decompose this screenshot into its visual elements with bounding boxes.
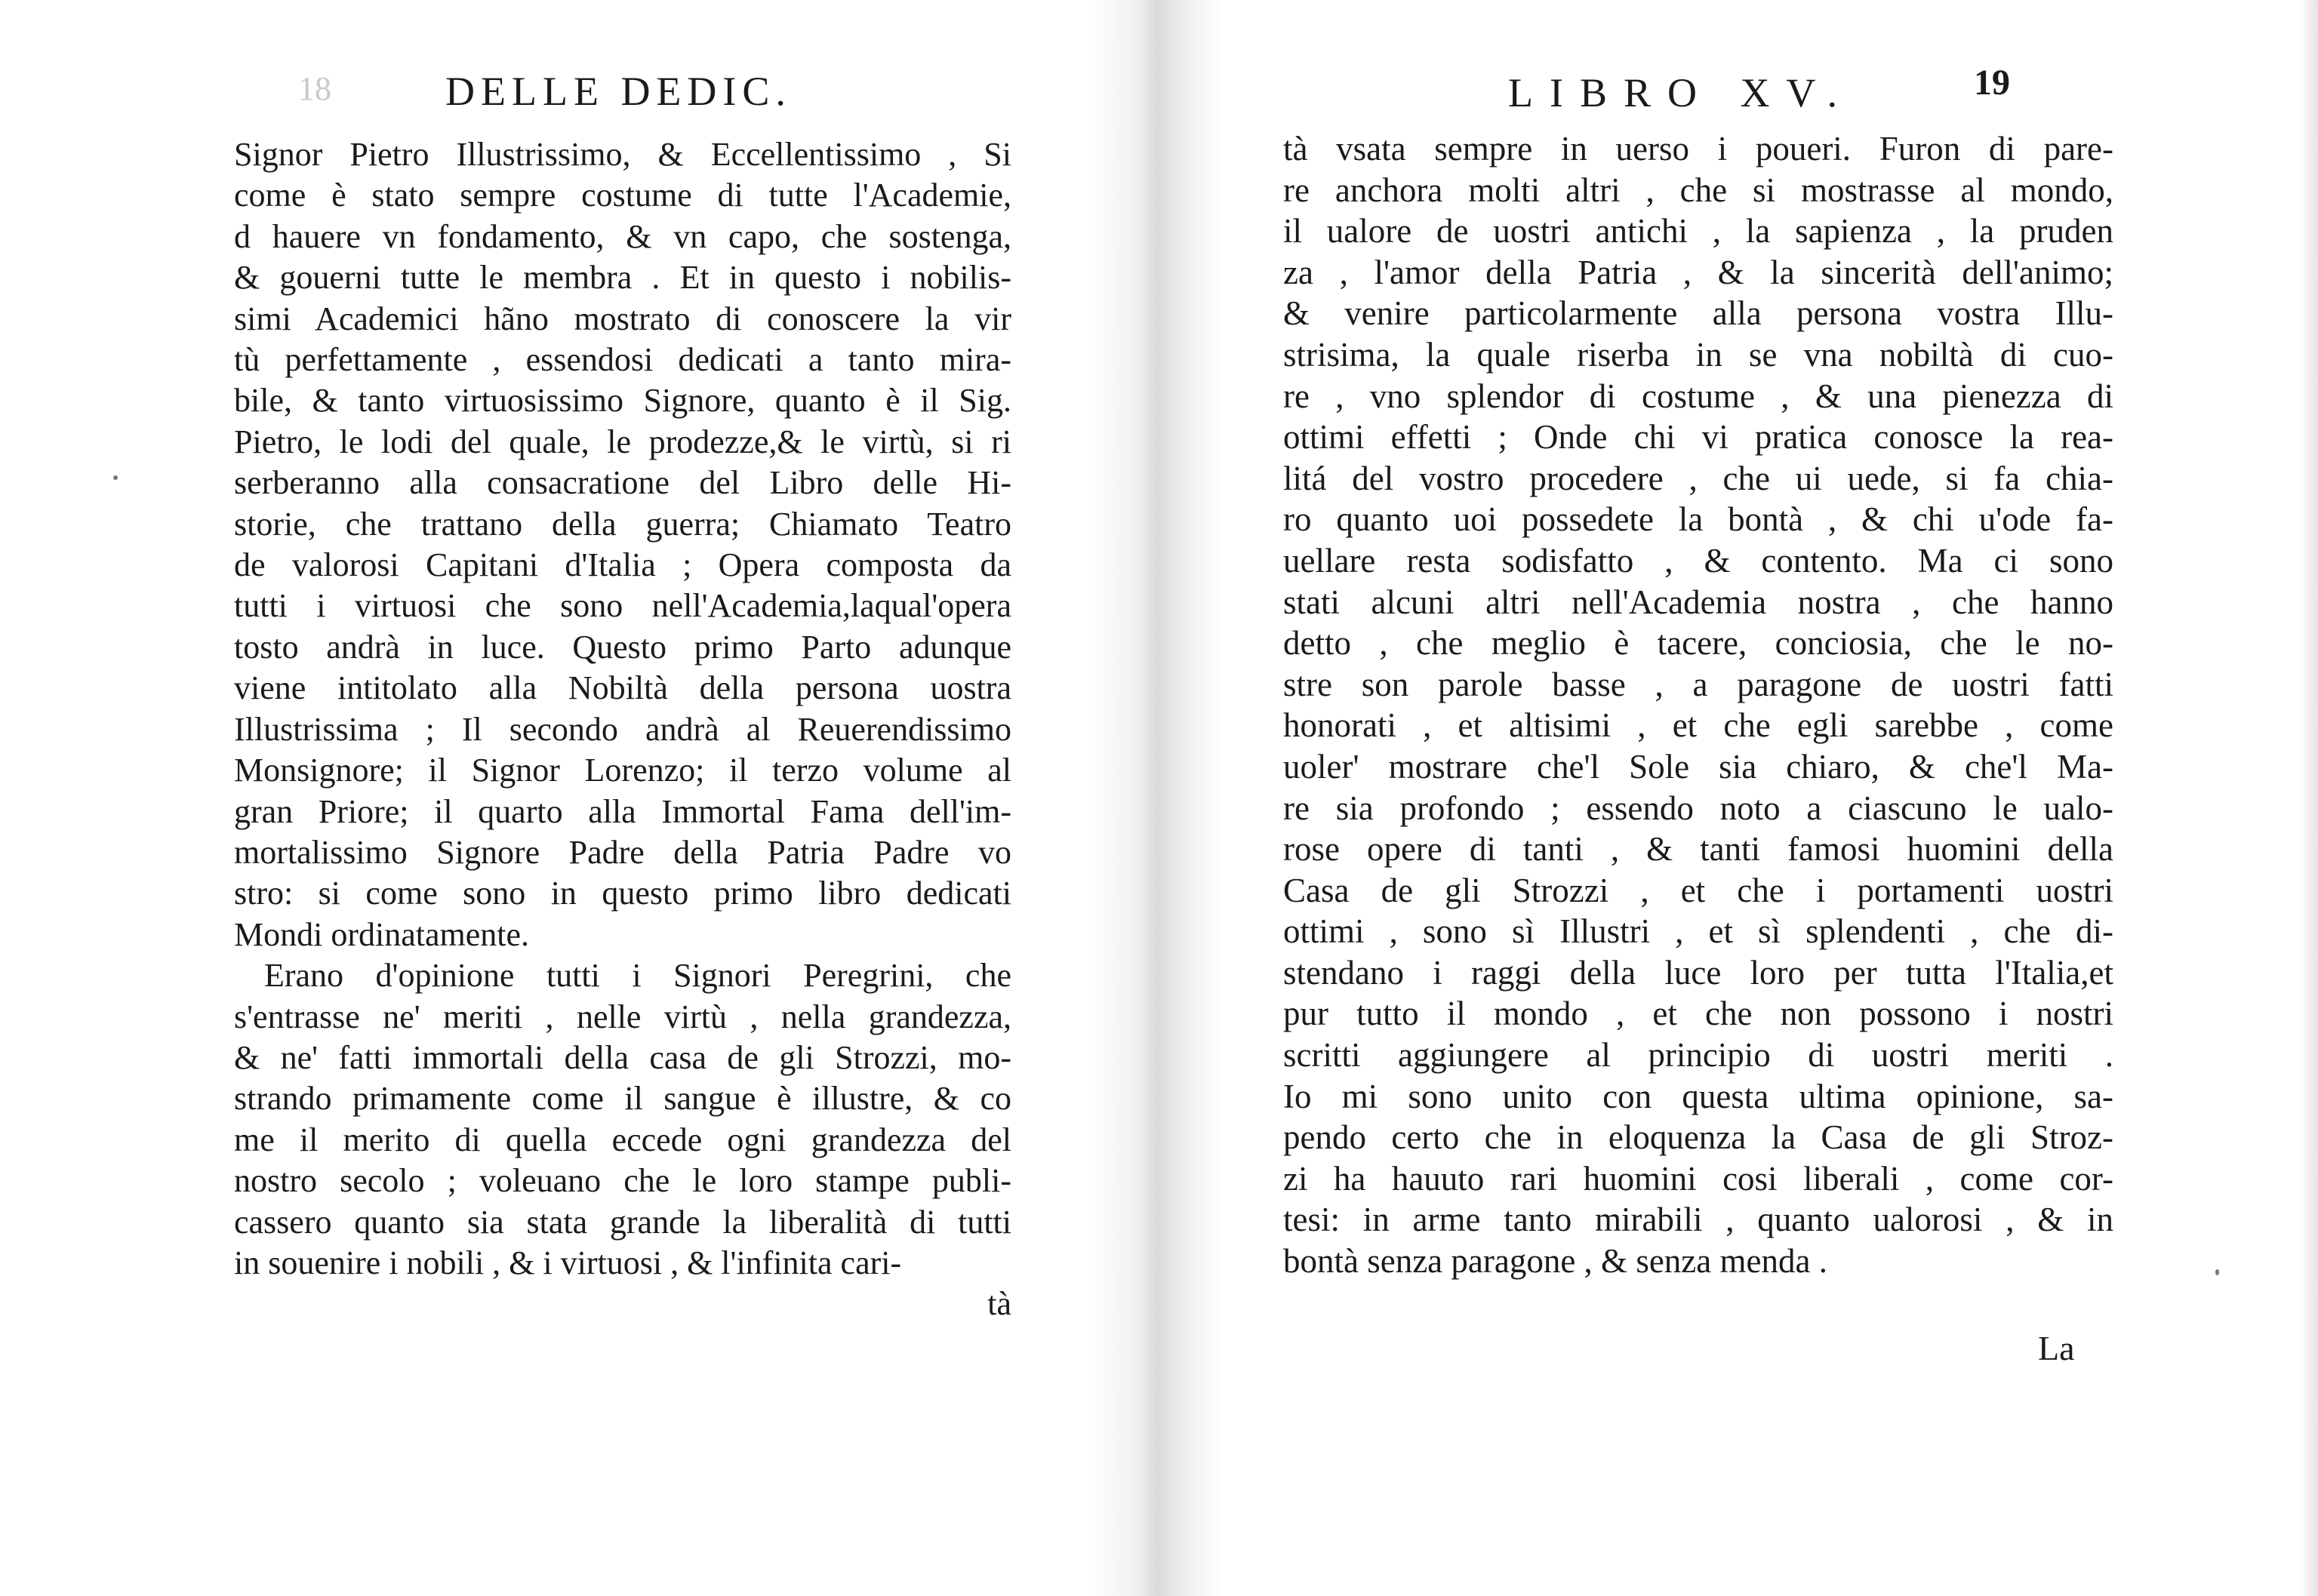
text-line: re , vno splendor di costume , & una pienezza di <box>1283 377 2113 415</box>
text-line: strisima, la quale riserba in se vna nobiltà di cuo- <box>1283 335 2113 374</box>
text-line: pur tutto il mondo , et che non possono i nostri <box>1283 995 2113 1033</box>
right-text-block <box>1283 128 2113 1282</box>
left-folio: 18 <box>298 70 331 107</box>
text-line: re sia profondo ; essendo noto a ciascuno le ualo- <box>1283 789 2113 827</box>
text-line: viene intitolato alla Nobiltà della persona uostra <box>234 669 1011 707</box>
text-line: pendo certo che in eloquenza la Casa de gli Stroz- <box>1283 1118 2113 1157</box>
right-catchword: La <box>2038 1329 2075 1367</box>
text-line: tù perfettamente , essendosi dedicati a tanto mira- <box>234 341 1011 379</box>
text-line: ottimi , sono sì Illustri , et sì splendenti , che di- <box>1283 912 2113 951</box>
text-line: de valorosi Capitani d'Italia ; Opera composta da <box>234 546 1011 584</box>
right-running-title: LIBRO XV. <box>1508 70 1855 115</box>
page-edge <box>2298 0 2318 1596</box>
text-line: detto , che meglio è tacere, conciosia, che le no- <box>1283 624 2113 663</box>
text-line: Illustrissima ; Il secondo andrà al Reuerendissimo <box>234 710 1011 748</box>
text-line: za , l'amor della Patria , & la sincerità dell'animo; <box>1283 253 2113 291</box>
text-line: strando primamente come il sangue è illustre, & co <box>234 1080 1011 1118</box>
text-line: honorati , et altisimi , et che egli sarebbe , come <box>1283 706 2113 745</box>
text-line: & ne' fatti immortali della casa de gli Strozzi, mo- <box>234 1038 1011 1076</box>
text-line: stendano i raggi della luce loro per tutta l'Italia,et <box>1283 953 2113 992</box>
text-line: Pietro, le lodi del quale, le prodezze,& le virtù, si ri <box>234 423 1011 460</box>
text-line: stro: si come sono in questo primo libro dedicati <box>234 875 1011 912</box>
text-line: d hauere vn fondamento, & vn capo, che sostenga, <box>234 217 1011 255</box>
text-line: tosto andrà in luce. Questo primo Parto adunque <box>234 628 1011 666</box>
text-line: & venire particolarmente alla persona vostra Illu- <box>1283 294 2113 333</box>
text-line: stre son parole basse , a paragone de uostri fatti <box>1283 665 2113 703</box>
text-line: stati alcuni altri nell'Academia nostra , che hanno <box>1283 583 2113 621</box>
text-line: simi Academici hãno mostrato di conoscere la vir <box>234 300 1011 337</box>
text-line: Casa de gli Strozzi , et che i portamenti uostri <box>1283 871 2113 909</box>
left-catchword: tà <box>987 1285 1011 1323</box>
ink-speck <box>2215 1269 2219 1275</box>
text-line: tà vsata sempre in uerso i poueri. Furon di pare- <box>1283 130 2113 168</box>
text-line: gran Priore; il quarto alla Immortal Fama dell'im- <box>234 792 1011 830</box>
text-line: re anchora molti altri , che si mostrasse al mondo, <box>1283 171 2113 209</box>
text-line: bontà senza paragone , & senza menda . <box>1283 1242 1827 1281</box>
text-line: Erano d'opinione tutti i Signori Peregrini, che <box>264 957 1011 995</box>
text-line: zi ha hauuto rari huomini cosi liberali , come cor- <box>1283 1159 2113 1198</box>
book-gutter <box>1087 0 1223 1596</box>
left-running-title: DELLE DEDIC. <box>445 69 792 114</box>
text-line: Io mi sono unito con questa ultima opinione, sa- <box>1283 1077 2113 1115</box>
text-line: me il merito di quella eccede ogni grandezza del <box>234 1121 1011 1158</box>
text-line: tutti i virtuosi che sono nell'Academia,laqual'opera <box>234 587 1011 625</box>
right-running-head <box>1283 62 2121 130</box>
text-line: ro quanto uoi possedete la bontà , & chi u'ode fa- <box>1283 500 2113 539</box>
text-line: scritti aggiungere al principio di uostri meriti . <box>1283 1036 2113 1075</box>
right-page <box>1283 0 2121 1596</box>
text-line: litá del vostro procedere , che ui uede, si fa chia- <box>1283 459 2113 497</box>
text-line: Monsignore; il Signor Lorenzo; il terzo volume al <box>234 752 1011 789</box>
text-line: il ualore de uostri antichi , la sapienza , la pruden <box>1283 212 2113 251</box>
left-page <box>226 0 1027 1596</box>
text-line: & gouerni tutte le membra . Et in questo i nobilis- <box>234 259 1011 297</box>
text-line: rose opere di tanti , & tanti famosi huomini della <box>1283 830 2113 869</box>
text-line: serberanno alla consacratione del Libro delle Hi- <box>234 464 1011 502</box>
right-folio: 19 <box>1974 63 2010 103</box>
left-running-head <box>226 62 1027 130</box>
text-line: ottimi effetti ; Onde chi vi pratica conosce la rea- <box>1283 418 2113 457</box>
ink-speck <box>113 475 118 480</box>
text-line: mortalissimo Signore Padre della Patria Padre vo <box>234 833 1011 871</box>
text-line: nostro secolo ; voleuano che le loro stampe publi- <box>234 1162 1011 1200</box>
text-line: storie, che trattano della guerra; Chiamato Teatro <box>234 505 1011 543</box>
text-line: tesi: in arme tanto mirabili , quanto ualorosi , & in <box>1283 1201 2113 1239</box>
text-line: Mondi ordinatamente. <box>234 915 530 953</box>
text-line: uellare resta sodisfatto , & contento. Ma ci sono <box>1283 541 2113 580</box>
text-line: come è stato sempre costume di tutte l'Academie, <box>234 177 1011 214</box>
left-text-block <box>234 134 1011 1325</box>
text-line: in souenire i nobili , & i virtuosi , & l'infinita cari- <box>234 1244 902 1281</box>
text-line: bile, & tanto virtuosissimo Signore, quanto è il Sig. <box>234 382 1011 420</box>
text-line: Signor Pietro Illustrissimo, & Eccellentissimo , Si <box>234 136 1011 173</box>
text-line: s'entrasse ne' meriti , nelle virtù , nella grandezza, <box>234 998 1011 1035</box>
text-line: uoler' mostrare che'l Sole sia chiaro, & che'l Ma- <box>1283 747 2113 786</box>
text-line: cassero quanto sia stata grande la liberalità di tutti <box>234 1203 1011 1241</box>
